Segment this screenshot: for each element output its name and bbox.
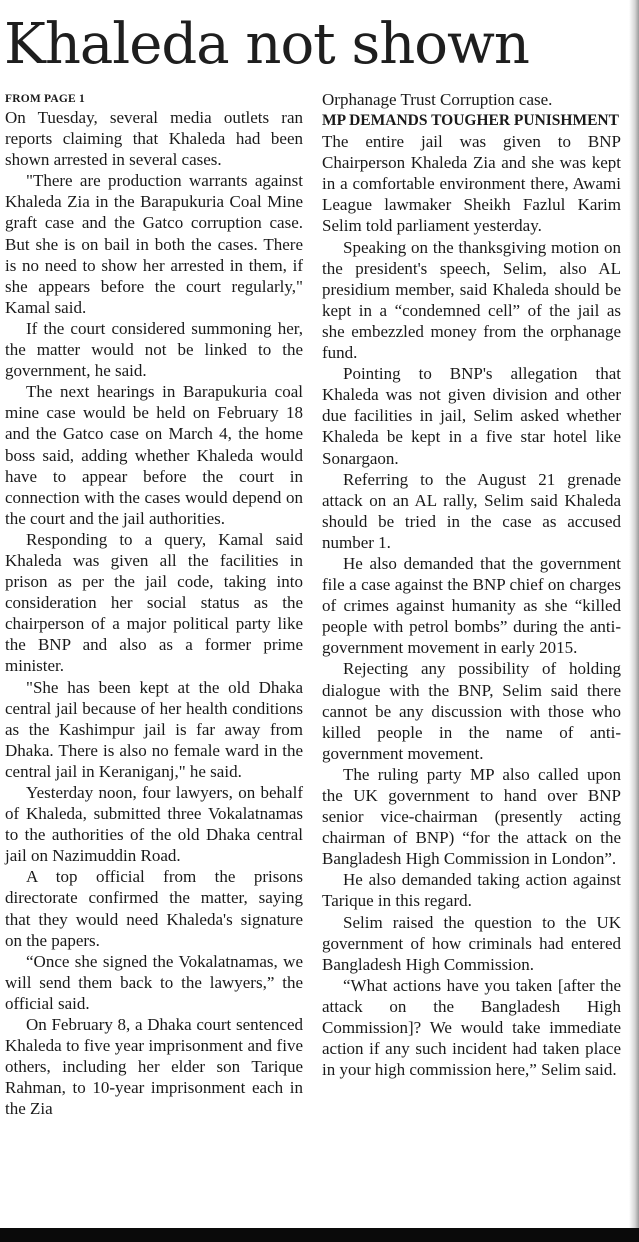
page-edge-shadow [629,0,639,1228]
paragraph: He also demanded taking action against Tarique in this regard. [322,870,621,911]
paragraph: "There are production warrants against Khaleda Zia in the Barapukuria Coal Mine graft case and the Gatco corruption case. But she is on bail in both the cases. There is no need to show her arrested in them, if she appears before the court regularly," Kamal said. [5,171,303,317]
kicker: FROM PAGE 1 [5,93,85,105]
paragraph: "She has been kept at the old Dhaka central jail because of her health conditions as the Kashimpur jail is far away from Dhaka. There is also no female ward in the central jail in Keraniganj," he said. [5,677,303,781]
paragraph: Yesterday noon, four lawyers, on behalf of Khaleda, submitted three Vokalatnamas to the authorities of the old Dhaka central jail on Nazimuddin Road. [5,783,303,866]
paragraph: A top official from the prisons directorate confirmed the matter, saying that they would need Khaleda's signature on the papers. [5,867,303,950]
subheading: MP DEMANDS TOUGHER PUNISHMENT [322,112,619,130]
paragraph: Rejecting any possibility of holding dialogue with the BNP, Selim said there cannot be any discussion with those who killed people in the name of anti-government movement. [322,659,621,763]
paragraph: Referring to the August 21 grenade attack on an AL rally, Selim said Khaleda should be tried in the case as accused number 1. [322,469,621,552]
paragraph: “What actions have you taken [after the attack on the Bangladesh High Commission]? We would take immediate action if any such incident had taken place in your high commission here,” Selim said. [322,975,621,1080]
paragraph: On February 8, a Dhaka court sentenced Khaleda to five year imprisonment and five others, including her elder son Tarique Rahman, to 10-year imprisonment each in the Zia [5,1015,303,1119]
right-column [322,89,621,1080]
headline: Khaleda not shown [4,12,529,77]
left-column [5,92,303,1120]
continued-line: Orphanage Trust Corruption case. [322,90,553,109]
paragraph: The next hearings in Barapukuria coal mine case would be held on February 18 and the Gatco case on March 4, the home boss said, adding whether Khaleda would have to appear before the court in connection with the cases would depend on the court and the jail authorities. [5,382,303,528]
paragraph: Pointing to BNP's allegation that Khaleda was not given division and other due facilities in jail, Selim asked whether Khaleda be kept in a five star hotel like Sonargaon. [322,364,621,468]
paragraph: If the court considered summoning her, the matter would not be linked to the government, he said. [5,318,303,381]
paragraph: On Tuesday, several media outlets ran reports claiming that Khaleda had been shown arrested in several cases. [5,108,303,170]
paragraph: The ruling party MP also called upon the UK government to hand over BNP senior vice-chairman (presently acting chairman of BNP) “for the attack on the Bangladesh High Commission in London”. [322,764,621,869]
paragraph: He also demanded that the government file a case against the BNP chief on charges of crimes against humanity as she “killed people with petrol bombs” during the anti-government movement in early 2015. [322,553,621,658]
paragraph: Responding to a query, Kamal said Khaleda was given all the facilities in prison as per the jail code, taking into consideration her social status as the chairperson of a major political party like the BNP and also as a former prime minister. [5,529,303,676]
paragraph: Speaking on the thanksgiving motion on the president's speech, Selim, also AL presidium member, said Khaleda should be kept in a “condemned cell” of the jail as she embezzled money from the orphanage fund. [322,237,621,363]
paragraph: Selim raised the question to the UK government of how criminals had entered Bangladesh High Commission. [322,912,621,974]
bottom-border [0,1228,639,1242]
paragraph: The entire jail was given to BNP Chairperson Khaleda Zia and she was kept in a comfortable environment there, Awami League lawmaker Sheikh Fazlul Karim Selim told parliament yesterday. [322,132,621,236]
paragraph: “Once she signed the Vokalatnamas, we will send them back to the lawyers,” the official said. [5,951,303,1013]
